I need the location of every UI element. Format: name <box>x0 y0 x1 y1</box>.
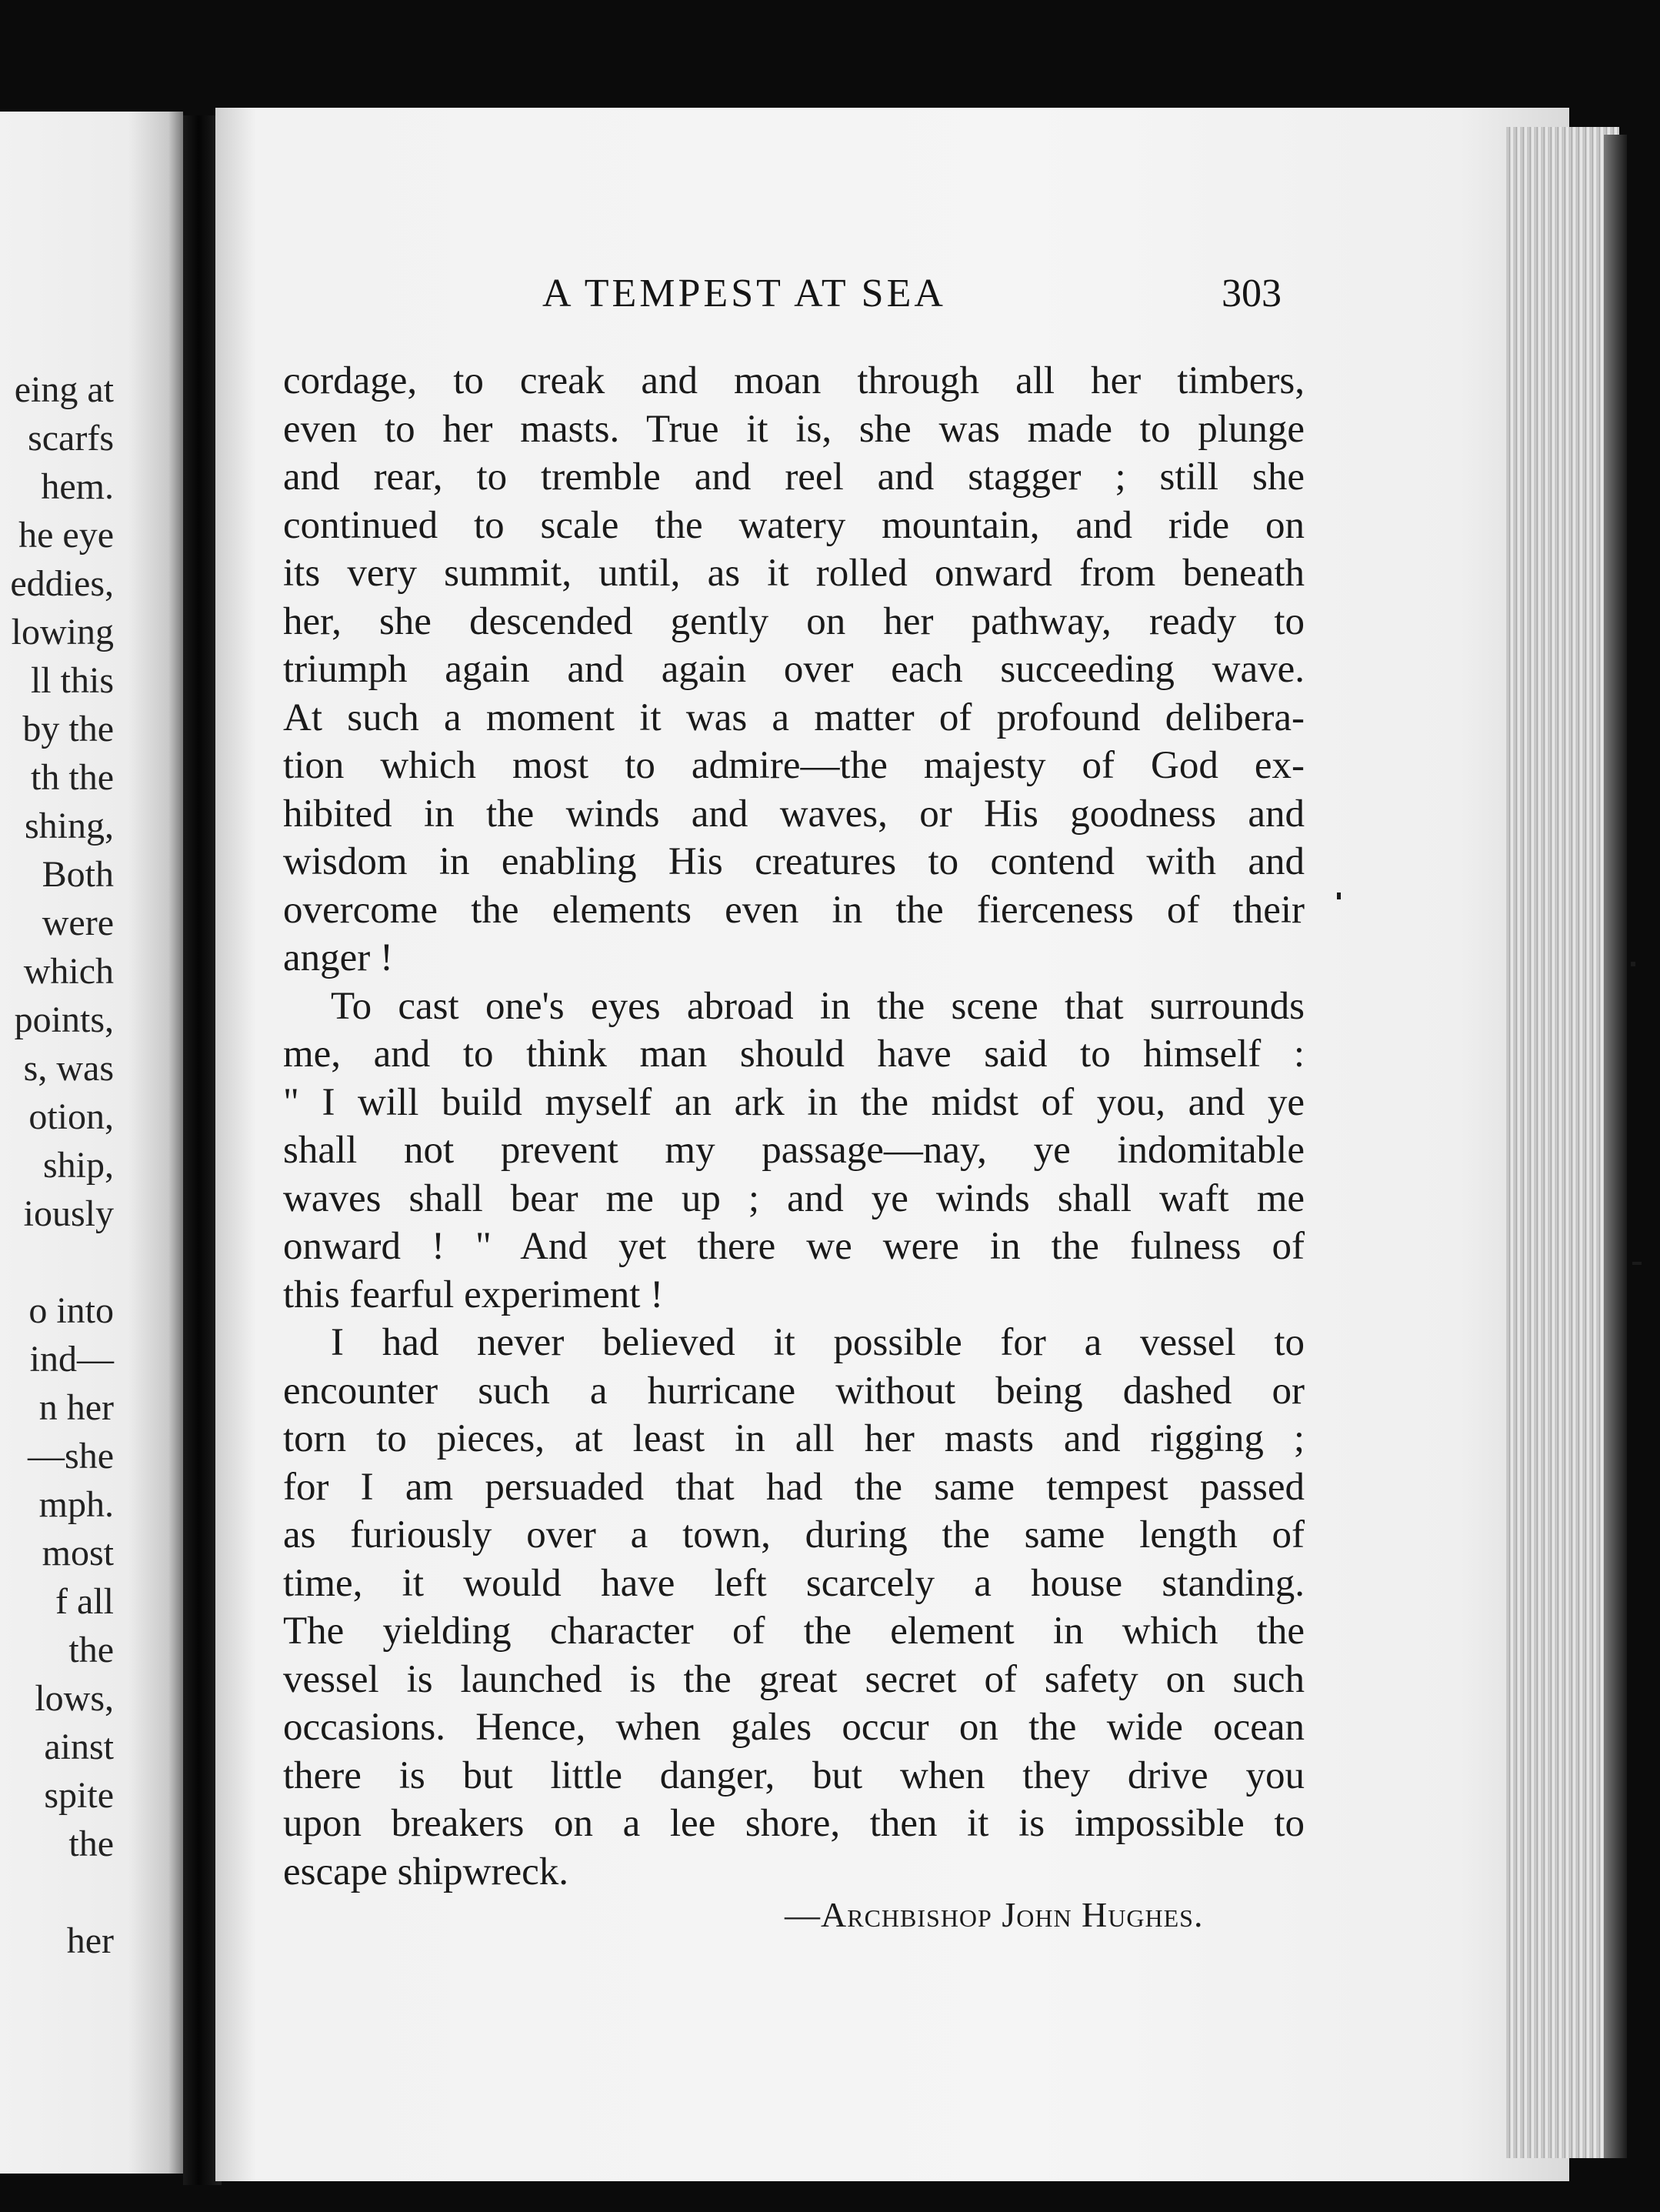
text-line: anger ! <box>283 936 393 979</box>
previous-page-line: the <box>68 1823 114 1864</box>
previous-page-line: shing, <box>24 806 114 846</box>
previous-page-text <box>0 365 114 1965</box>
previous-page-line: points, <box>14 999 114 1040</box>
text-line: The yielding character of the element in which the <box>283 1610 1305 1653</box>
text-line: cordage, to creak and moan through all her timbers, <box>283 359 1305 402</box>
previous-page-line: eddies, <box>10 563 114 604</box>
text-line: " I will build myself an ark in the midst of you, and ye <box>283 1080 1305 1124</box>
text-line: torn to pieces, at least in all her masts and rigging ; <box>283 1417 1305 1460</box>
previous-page-line: s, was <box>23 1048 114 1089</box>
text-line: tion which most to admire—the majesty of God ex- <box>283 744 1305 787</box>
previous-page-line: spite <box>44 1775 114 1816</box>
previous-page-line: otion, <box>28 1096 114 1137</box>
text-line: shall not prevent my passage—nay, ye indomitable <box>283 1129 1305 1172</box>
previous-page-line: eing at <box>14 369 114 410</box>
text-line: At such a moment it was a matter of profound delibera- <box>283 696 1305 739</box>
text-line: there is but little danger, but when they drive you <box>283 1753 1305 1797</box>
previous-page-line: —she <box>28 1436 114 1476</box>
text-line: and rear, to tremble and reel and stagger ; still she <box>283 455 1305 499</box>
text-line: time, it would have left scarcely a house standing. <box>283 1561 1305 1605</box>
previous-page-line: o into <box>28 1290 114 1331</box>
previous-page-line: most <box>42 1533 114 1573</box>
previous-page-line: by the <box>22 709 114 749</box>
text-line: me, and to think man should have said to himself : <box>283 1033 1305 1076</box>
text-line: her, she descended gently on her pathway, ready to <box>283 599 1305 643</box>
text-line: vessel is launched is the great secret of safety on such <box>283 1657 1305 1701</box>
text-line: overcome the elements even in the fierceness of their <box>283 888 1305 932</box>
previous-page-line: lowing <box>11 612 114 652</box>
previous-page-line: scarfs <box>28 418 114 459</box>
body-text <box>283 357 1305 1896</box>
previous-page-line: he eye <box>18 515 114 556</box>
previous-page-line: f all <box>55 1581 114 1622</box>
previous-page-line: were <box>42 902 114 943</box>
previous-page-line: ll this <box>30 660 114 701</box>
previous-page-line: ship, <box>42 1145 114 1186</box>
text-line: even to her masts. True it is, she was made to plunge <box>283 407 1305 451</box>
text-line: waves shall bear me up ; and ye winds shall waft me <box>283 1176 1305 1220</box>
text-line: To cast one's eyes abroad in the scene that surrounds <box>331 984 1305 1028</box>
text-line: escape shipwreck. <box>283 1850 568 1893</box>
previous-page-line: Both <box>42 854 114 895</box>
page-edges <box>1504 127 1619 2158</box>
text-line: triumph again and again over each succeeding wave. <box>283 648 1305 691</box>
previous-page-line <box>0 1868 114 1917</box>
previous-page-line: which <box>23 951 114 992</box>
speck-mark <box>1632 1262 1642 1265</box>
text-line: this fearful experiment ! <box>283 1273 664 1316</box>
previous-page-line <box>0 1238 114 1286</box>
speck-mark <box>1337 892 1341 899</box>
text-line: I had never believed it possible for a vessel to <box>331 1321 1305 1364</box>
previous-page-line: the <box>68 1630 114 1670</box>
previous-page-line: hem. <box>41 466 114 507</box>
previous-page-fragment <box>0 112 183 2174</box>
running-title: A TEMPEST AT SEA <box>542 272 946 315</box>
previous-page-line: ainst <box>44 1727 114 1767</box>
text-line: for I am persuaded that had the same tempest passed <box>283 1465 1305 1509</box>
text-line: wisdom in enabling His creatures to contend with and <box>283 840 1305 883</box>
previous-page-line: lows, <box>35 1678 114 1719</box>
previous-page-line: iously <box>23 1193 114 1234</box>
text-line: hibited in the winds and waves, or His goodness and <box>283 792 1305 836</box>
text-line: encounter such a hurricane without being dashed or <box>283 1369 1305 1413</box>
text-line: occasions. Hence, when gales occur on the wide ocean <box>283 1706 1305 1749</box>
text-line: upon breakers on a lee shore, then it is impossible to <box>283 1802 1305 1845</box>
page-edges-shadow <box>1604 135 1627 2158</box>
previous-page-line: ind— <box>29 1339 114 1380</box>
text-line: continued to scale the watery mountain, and ride on <box>283 503 1305 547</box>
attribution: —Archbishop John Hughes. <box>785 1895 1204 1934</box>
previous-page-line: n her <box>38 1387 114 1428</box>
text-line: its very summit, until, as it rolled onward from beneath <box>283 552 1305 595</box>
speck-mark <box>1631 962 1635 966</box>
previous-page-line: her <box>66 1920 114 1961</box>
text-line: onward ! " And yet there we were in the fulness of <box>283 1225 1305 1268</box>
page-number: 303 <box>1222 272 1282 315</box>
previous-page-line: th the <box>31 757 114 798</box>
previous-page-line: mph. <box>38 1484 114 1525</box>
text-line: as furiously over a town, during the same length of <box>283 1513 1305 1556</box>
